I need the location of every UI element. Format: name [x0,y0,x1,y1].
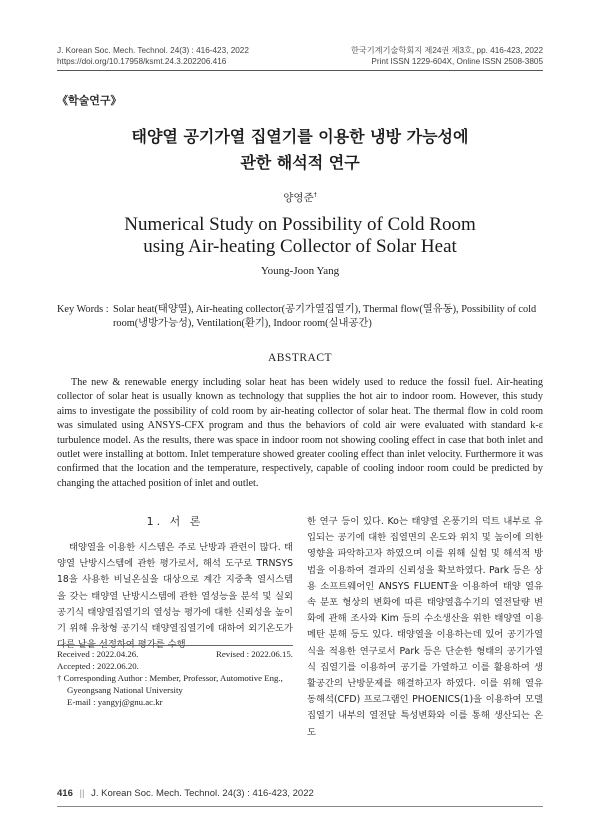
intro-right-column [307,514,543,806]
intro-left-column [57,540,293,651]
corresponding-mark: † [313,191,317,199]
journal-citation: J. Korean Soc. Mech. Technol. 24(3) : 416-423, 2022 [57,46,249,55]
keywords [57,303,547,331]
abstract-body: The new & renewable energy including solar heat has been widely used to reduce the fossil fuel. Air-heating collector of solar heat is usually known as technology that supplies the hot air to indoor room. However, this study aims to investigate the possibility of cold room by air-heating collector of solar heat. The thermal flow in cold room was simulated using ANSYS-CFX program and thus the behaviors of cold air were evaluated with standard k-ε turbulence model. As the results, there was space in indoor room not showing cooling effect in case that both inlet and outlet were installing at bottom. Inlet temperature showed greater cooling effect than inlet velocity. Furthermore it was confirmed that the location and the temperature, respectively, capable of cooling indoor room could be predicted by changing the attached position of inlet and outlet. [57,377,543,489]
abstract-title: ABSTRACT [267,352,333,364]
affiliation: Gyeongsang National University [67,685,183,695]
keywords-line1: Solar heat(태양열), Air-heating collector(공기가열집열기), Thermal flow(열유동), Possibility of cold [113,304,537,315]
doi-link[interactable]: https://doi.org/10.17958/ksmt.24.3.202206.416 [57,57,227,66]
footnote [57,648,293,708]
section-label: 《학술연구》 [57,94,122,107]
email[interactable]: E-mail : yangyj@gnu.ac.kr [67,697,163,707]
keywords-label: Key Words : [57,304,109,315]
title-en [57,214,543,258]
header-rule [57,70,543,71]
footer [57,788,314,799]
intro-heading: 1. 서 론 [146,515,204,528]
footer-citation: J. Korean Soc. Mech. Technol. 24(3) : 416-423, 2022 [91,788,314,799]
author-kr [57,190,543,205]
author-en: Young-Joon Yang [260,265,340,277]
title-en-line2: using Air-heating Collector of Solar Heat [143,236,457,257]
accepted-date: Accepted : 2022.06.20. [57,661,139,671]
footer-rule [57,806,543,807]
revised-date: Revised : 2022.06.15. [216,649,293,659]
title-kr-line2: 관한 해석적 연구 [240,153,360,172]
footer-separator: || [79,788,85,799]
title-kr [57,124,543,176]
title-kr-line1: 태양열 공기가열 집열기를 이용한 냉방 가능성에 [131,127,469,146]
footnote-rule [57,645,293,646]
intro-paragraph-right: 한 연구 등이 있다. Ko는 태양열 온풍기의 덕트 내부로 유입되는 공기에 대한 집열면의 온도와 위치 및 높이에 의한 영향을 파악하고자 하였으며 이를 위해 실험 및 해석적 방법을 이용하여 결과의 신뢰성을 확보하였다. Park 등은 상용 소프트웨어인 ANSYS FLUENT을 이용하여 태양 열유속 분포 형상의 변화에 따른 태양열흡수기의 열전달량 변화에 관해 조사와 Kim 등의 수소생산을 위한 태양열 이용 메탄 분해 등도 있다. 태양열을 이용하는데 있어 공기가열식을 적용한 연구로서 Park 등은 단순한 형태의 공기가열식 집열기를 이용하여 공기를 가열하고 이를 활용하여 생활공간의 난방문제를 해결하고자 하였다. 이를 위해 열유동해석(CFD) 프로그램인 PHOENICS(1)을 이용하여 모델 집열기 내부의 열전달 특성변화와 이를 통해 생산되는 온도 [307,516,543,738]
issn-info: Print ISSN 1229-604X, Online ISSN 2508-3805 [371,57,543,66]
corresponding-author: † Corresponding Author : Member, Professor, Automotive Eng., [57,673,283,683]
received-date: Received : 2022.04.26. [57,649,139,659]
page-number: 416 [57,788,73,799]
author-kr-name: 양영준 [283,192,314,204]
journal-citation-kr: 한국기계기술학회지 제24권 제3호, pp. 416-423, 2022 [350,46,543,55]
title-en-line1: Numerical Study on Possibility of Cold Room [124,214,476,235]
keywords-line2: room(냉방가능성), Ventilation(환기), Indoor room(실내공간) [113,318,372,329]
intro-paragraph-left: 태양열을 이용한 시스템은 주로 난방과 관련이 많다. 태양열 난방시스템에 관한 평가로서, 해석 도구로 TRNSYS 18을 사용한 비닐온실을 대상으로 계간 지중축 열시스템을 갖는 태양열 난방시스템에 관한 열성능을 분석 및 실외 공기식 태양열집열기의 열성능 평가에 대한 신뢰성을 높이기 위해 유창형 공기식 태양열집열기에 대하여 외기온도가 다른 날을 선정하여 평가를 수행 [57,542,293,651]
